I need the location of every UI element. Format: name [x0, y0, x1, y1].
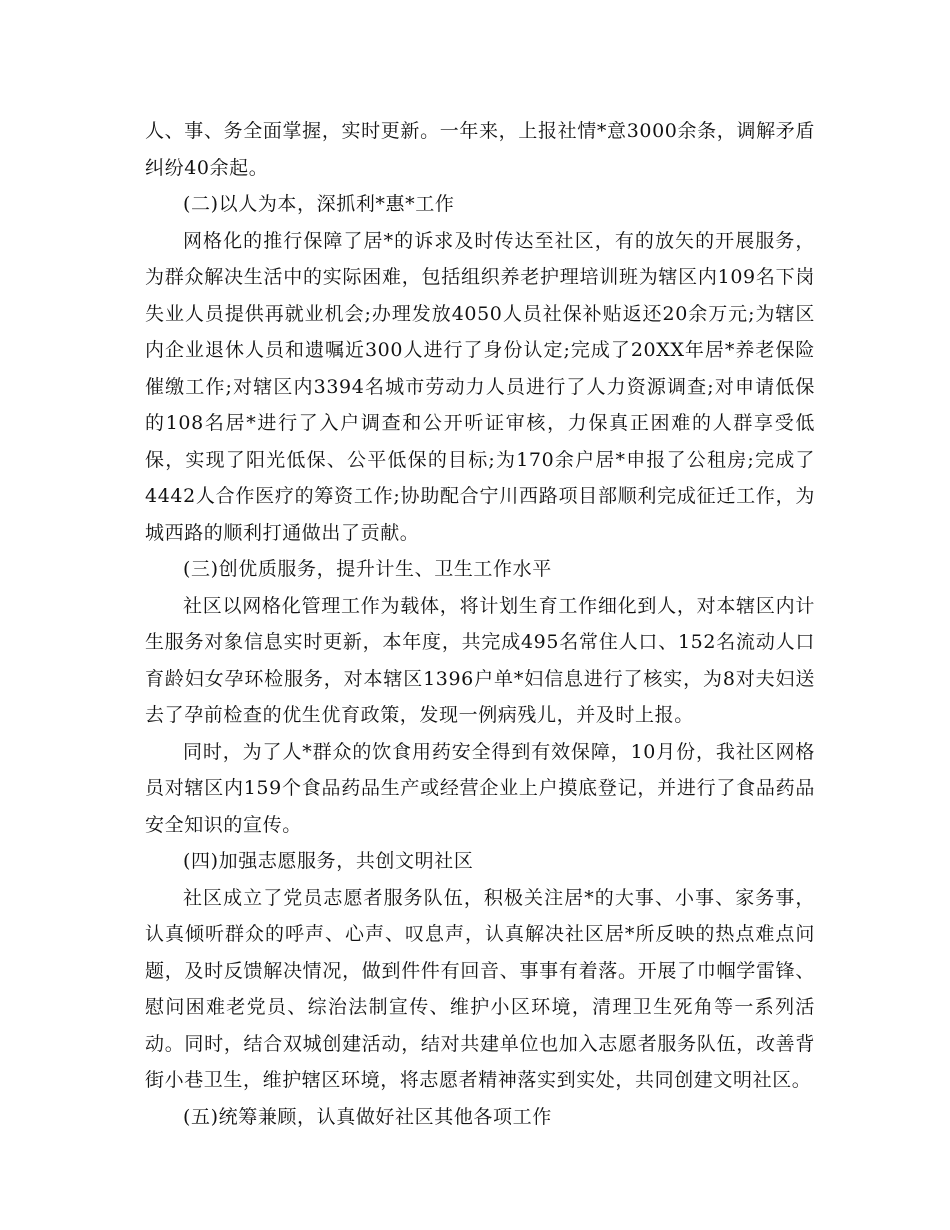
- paragraph-continued: 人、事、务全面掌握，实时更新。一年来，上报社情*意3000余条，调解矛盾纠纷40余起。: [145, 120, 815, 179]
- paragraph-volunteer-service: 社区成立了党员志愿者服务队伍，积极关注居*的大事、小事、家务事，认真倾听群众的呼声、心声、叹息声，认真解决社区居*所反映的热点难点问题，及时反馈解决情况，做到件件有回音、事事有着落。开展了巾帼学雷锋、慰问困难老党员、综治法制宣传、维护小区环境，清理卫生死角等一系列活动。同时，结合双城创建活动，结对共建单位也加入志愿者服务队伍，改善背街小巷卫生，维护辖区环境，将志愿者精神落实到实处，共同创建文明社区。: [145, 886, 815, 1091]
- section-heading-3: (三)创优质服务，提升计生、卫生工作水平: [183, 558, 552, 580]
- document-body: [145, 113, 815, 1135]
- section-heading-5: (五)统筹兼顾，认真做好社区其他各项工作: [183, 1105, 552, 1128]
- paragraph-welfare-work: 网格化的推行保障了居*的诉求及时传达至社区，有的放矢的开展服务，为群众解决生活中的实际困难，包括组织养老护理培训班为辖区内109名下岗失业人员提供再就业机会;办理发放4050人员社保补贴返还20余万元;为辖区内企业退休人员和遗嘱近300人进行了身份认定;完成了20XX年居*养老保险催缴工作;对辖区内3394名城市劳动力人员进行了人力资源调查;对申请低保的108名居*进行了入户调查和公开听证审核，力保真正困难的人群享受低保，实现了阳光低保、公平低保的目标;为170余户居*申报了公租房;完成了4442人合作医疗的筹资工作;协助配合宁川西路项目部顺利完成征迁工作，为城西路的顺利打通做出了贡献。: [145, 229, 815, 544]
- section-heading-4: (四)加强志愿服务，共创文明社区: [183, 850, 474, 872]
- paragraph-family-planning: 社区以网格化管理工作为载体，将计划生育工作细化到人，对本辖区内计生服务对象信息实时更新，本年度，共完成495名常住人口、152名流动人口育龄妇女孕环检服务，对本辖区1396户单*妇信息进行了核实，为8对夫妇送去了孕前检查的优生优育政策，发现一例病残儿，并及时上报。: [145, 594, 815, 726]
- paragraph-food-safety: 同时，为了人*群众的饮食用药安全得到有效保障，10月份，我社区网格员对辖区内159个食品药品生产或经营企业上户摸底登记，并进行了食品药品安全知识的宣传。: [145, 740, 815, 836]
- section-heading-2: (二)以人为本，深抓利*惠*工作: [183, 193, 455, 215]
